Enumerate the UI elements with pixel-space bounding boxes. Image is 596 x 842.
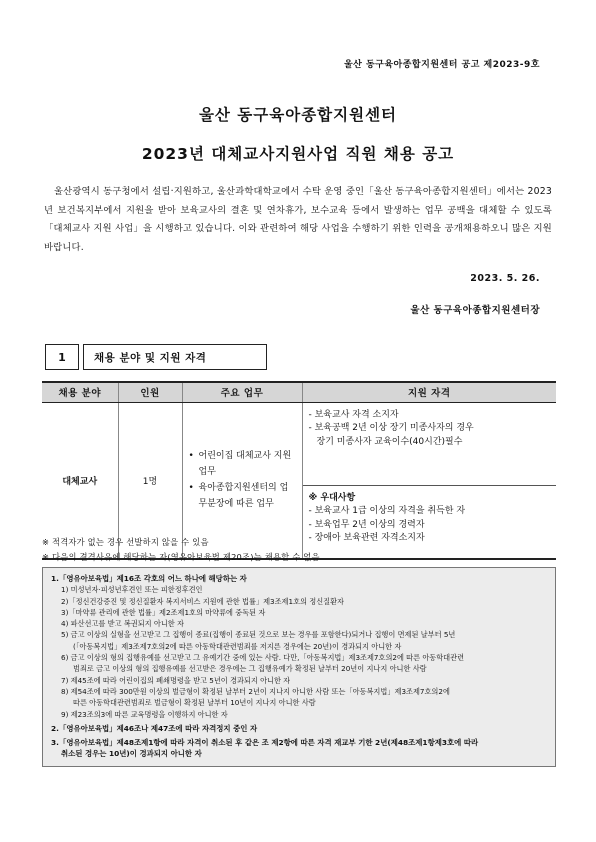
duty-item: [189, 480, 296, 512]
disqualification-item-3: 3.「영유아보육법」제48조제1항에 따라 자격이 취소된 후 같은 조 제2항에 따른 자격 재교부 기한 2년(제48조제1항제3호에 따라: [51, 738, 479, 748]
duty-item: [189, 448, 296, 480]
section-1-heading: [45, 344, 267, 370]
sub-item: 1) 미성년자·피성년후견인 또는 피한정후견인: [61, 585, 203, 595]
preferred-title: ※ 우대사항: [308, 492, 356, 503]
header-field: 채용 분야: [42, 382, 118, 402]
disqualification-item-1: 1.「영유아보육법」제16조 각호의 어느 하나에 해당하는 자: [51, 574, 247, 583]
preferred-line: - 보육업무 2년 이상의 경력자: [308, 519, 425, 530]
note-line: ※ 적격자가 없는 경우 선발하지 않을 수 있음: [42, 537, 209, 547]
disqualification-item-3-continued: 취소된 경우는 10년)이 경과되지 아니한 자: [61, 749, 202, 759]
sub-item-continued: 따른 아동학대관련범죄로 벌금형이 확정된 날부터 10년이 지나지 아니한 사람: [73, 698, 316, 708]
duty-text: 육아종합지원센터의 업무분장에 따른 업무: [198, 483, 289, 509]
preferred-qualifications: [303, 486, 557, 558]
duty-text: 어린이집 대체교사 지원 업무: [198, 451, 292, 477]
title-announcement: 2023년 대체교사지원사업 직원 채용 공고: [141, 145, 455, 163]
sub-item: 5) 금고 이상의 실형을 선고받고 그 집행이 종료(집행이 종료된 것으로 보는 경우를 포함한다)되거나 집행이 면제된 날부터 5년: [61, 630, 456, 640]
sub-item: 9) 제23조의3에 따른 교육명령을 이행하지 아니한 자: [61, 709, 228, 719]
sub-item: 4) 파산선고를 받고 복권되지 아니한 자: [61, 619, 184, 629]
section-title: 채용 분야 및 지원 자격: [83, 344, 267, 370]
cell-field: 대체교사: [42, 402, 118, 559]
sub-item-continued: (「아동복지법」제3조제7호의2에 따른 아동학대관련범죄를 저지른 경우에는 20년)이 경과되지 아니한 자: [73, 641, 402, 651]
sub-item-continued: 범죄로 금고 이상의 형의 집행유예를 선고받은 경우에는 그 집행유예가 확정된 날부터 20년이 지나지 아니한 사람: [73, 664, 427, 674]
disqualification-box: [42, 567, 556, 767]
required-qualifications: [303, 403, 557, 486]
qualification-line: - 보육공백 2년 이상 장기 미종사자의 경우: [308, 423, 474, 433]
sub-item: 8) 제54조에 따라 300만원 이상의 벌금형이 확정된 날부터 2년이 지나지 아니한 사람 또는「아동복지법」제3조제7호의2에: [61, 686, 450, 696]
sub-item: 2)「정신건강증진 및 정신질환자 복지서비스 지원에 관한 법률」제3조제1호의 정신질환자: [61, 596, 344, 606]
disqualification-item-2: 2.「영유아보육법」제46조나 제47조에 따라 자격정지 중인 자: [51, 723, 258, 733]
title-organization: 울산 동구육아종합지원센터: [198, 106, 398, 124]
preferred-line: - 장애아 보육관련 자격소지자: [308, 533, 425, 543]
table-header-row: [42, 382, 556, 402]
header-duties: 주요 업무: [182, 382, 302, 402]
cell-qualifications: [302, 402, 556, 559]
intro-paragraph: 울산광역시 동구청에서 설립·지원하고, 울산과학대학교에서 수탁 운영 중인「울산 동구육아종합지원센터」에서는 2023년 보건복지부에서 지원을 받아 보육교사의 결혼 및 연차휴가, 보수교육 등에서 발생하는 업무 공백을 대체할 수 있도록「대체교사 지원 사업」을 시행하고 있습니다. 이와 관련하여 해당 사업을 수행하기 위한 인력을 공개채용하오니 많은 지원 바랍니다.: [44, 186, 552, 253]
bullet: •: [188, 451, 194, 461]
note-line: ※ 다음의 결격사유에 해당하는 자(영유아보육법 제20조)는 채용할 수 없음: [42, 552, 320, 562]
header-qualifications: 지원 자격: [302, 382, 556, 402]
cell-count: 1명: [118, 402, 182, 559]
signer: 울산 동구육아종합지원센터장: [410, 305, 540, 316]
announcement-date: 2023. 5. 26.: [470, 273, 540, 284]
section-number: 1: [45, 344, 79, 370]
preferred-line: - 보육교사 1급 이상의 자격을 취득한 자: [308, 506, 466, 516]
announcement-number: 울산 동구육아종합지원센터 공고 제2023-9호: [343, 60, 540, 70]
qualification-line: - 보육교사 자격 소지자: [308, 409, 399, 420]
notes: [42, 535, 320, 565]
qualification-line: 장기 미종사자 교육이수(40시간)필수: [316, 436, 463, 447]
sub-item: 3)「마약류 관리에 관한 법률」제2조제1호의 마약류에 중독된 자: [61, 607, 266, 617]
recruitment-table: [42, 381, 556, 560]
header-count: 인원: [118, 382, 182, 402]
sub-item: 6) 금고 이상의 형의 집행유예를 선고받고 그 유예기간 중에 있는 사람. 다만,「아동복지법」제3조제7호의2에 따른 아동학대관련: [61, 653, 465, 663]
bullet: •: [188, 483, 194, 493]
sub-item: 7) 제45조에 따라 어린이집의 폐쇄명령을 받고 5년이 경과되지 아니한 자: [61, 675, 291, 685]
